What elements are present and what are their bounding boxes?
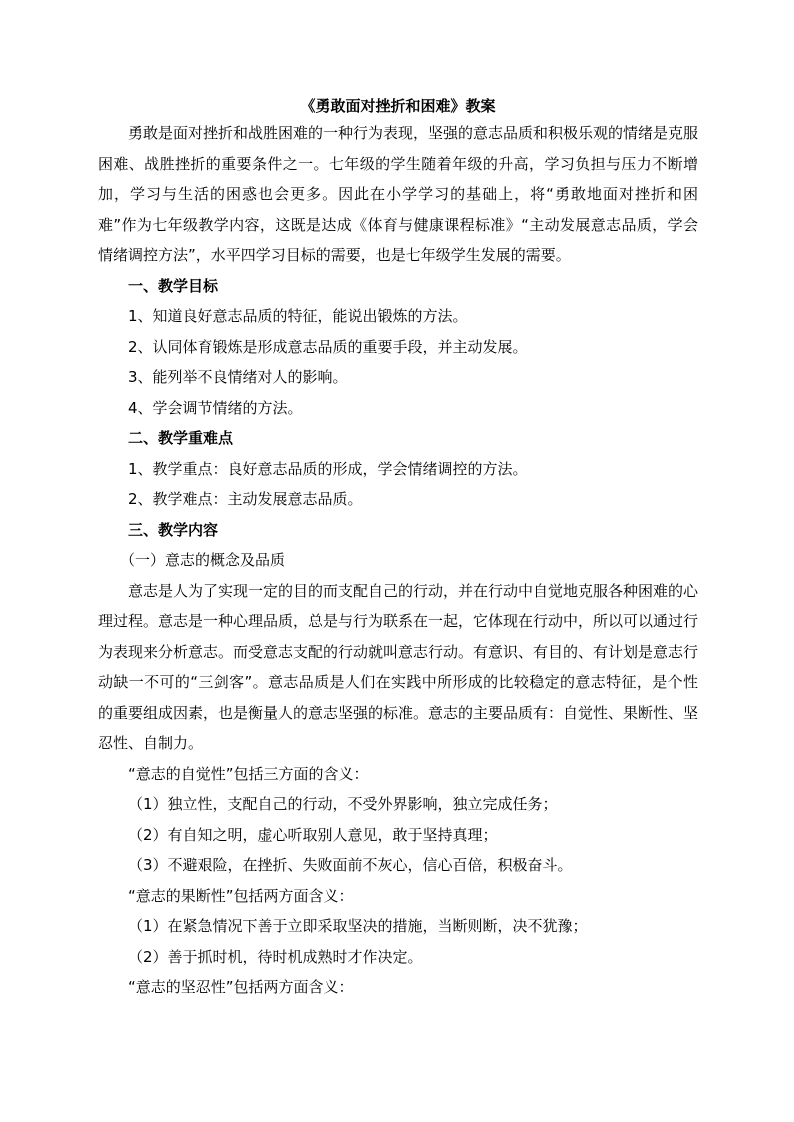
will-concept-paragraph: 意志是人为了实现一定的目的而支配自己的行动，并在行动中自觉地克服各种困难的心理过程。意志是一种心理品质，总是与行为联系在一起，它体现在行动中，所以可以通过行为表现来分析意志。而受意志支配的行动就叫意志行动。有意识、有目的、有计划是意志行动缺一不可的“三剑客”。意志品质是人们在实践中所形成的比较稳定的意志特征，是个性的重要组成因素，也是衡量人的意志坚强的标准。意志的主要品质有：自觉性、果断性、坚忍性、自制力。 <box>98 581 699 752</box>
section-heading-content: 三、教学内容 <box>128 520 219 539</box>
decisiveness-intro: “意志的果断性”包括两方面含义： <box>128 886 354 905</box>
goal-item: 3、能列举不良情绪对人的影响。 <box>128 368 348 386</box>
subsection-heading: （一）意志的概念及品质 <box>120 551 286 569</box>
section-heading-keypoints: 二、教学重难点 <box>128 429 234 447</box>
decisiveness-item: （2）善于抓时机，待时机成熟时才作决定。 <box>128 947 423 966</box>
document-title: 《勇敢面对挫折和困难》教案 <box>300 97 496 115</box>
consciousness-item: （1）独立性，支配自己的行动，不受外界影响，独立完成任务； <box>128 795 558 813</box>
consciousness-item: （2）有自知之明，虚心听取别人意见，敢于坚持真理； <box>128 825 498 844</box>
goal-item: 1、知道良好意志品质的特征，能说出锻炼的方法。 <box>128 307 468 325</box>
document-page <box>98 96 698 1003</box>
section-heading-goals: 一、教学目标 <box>128 276 219 295</box>
consciousness-intro: “意志的自觉性”包括三方面的含义： <box>128 764 369 783</box>
keypoint-item: 1、教学重点：良好意志品质的形成，学会情绪调控的方法。 <box>128 459 528 478</box>
goal-item: 4、学会调节情绪的方法。 <box>128 398 303 417</box>
goal-item: 2、认同体育锻炼是形成意志品质的重要手段，并主动发展。 <box>128 337 528 356</box>
decisiveness-item: （1）在紧急情况下善于立即采取坚决的措施，当断则断，决不犹豫； <box>128 917 588 935</box>
keypoint-item: 2、教学难点：主动发展意志品质。 <box>128 490 363 508</box>
intro-paragraph: 勇敢是面对挫折和战胜困难的一种行为表现，坚强的意志品质和积极乐观的情绪是克服困难、战胜挫折的重要条件之一。七年级的学生随着年级的升高，学习负担与压力不断增加，学习与生活的困惑也会更多。因此在小学学习的基础上，将“勇敢地面对挫折和困难”作为七年级教学内容，这既是达成《体育与健康课程标准》“主动发展意志品质，学会情绪调控方法”，水平四学习目标的需要，也是七年级学生发展的需要。 <box>98 124 699 264</box>
perseverance-intro: “意志的坚忍性”包括两方面含义： <box>128 978 354 996</box>
consciousness-item: （3）不避艰险，在挫折、失败面前不灰心，信心百倍，积极奋斗。 <box>128 856 573 874</box>
